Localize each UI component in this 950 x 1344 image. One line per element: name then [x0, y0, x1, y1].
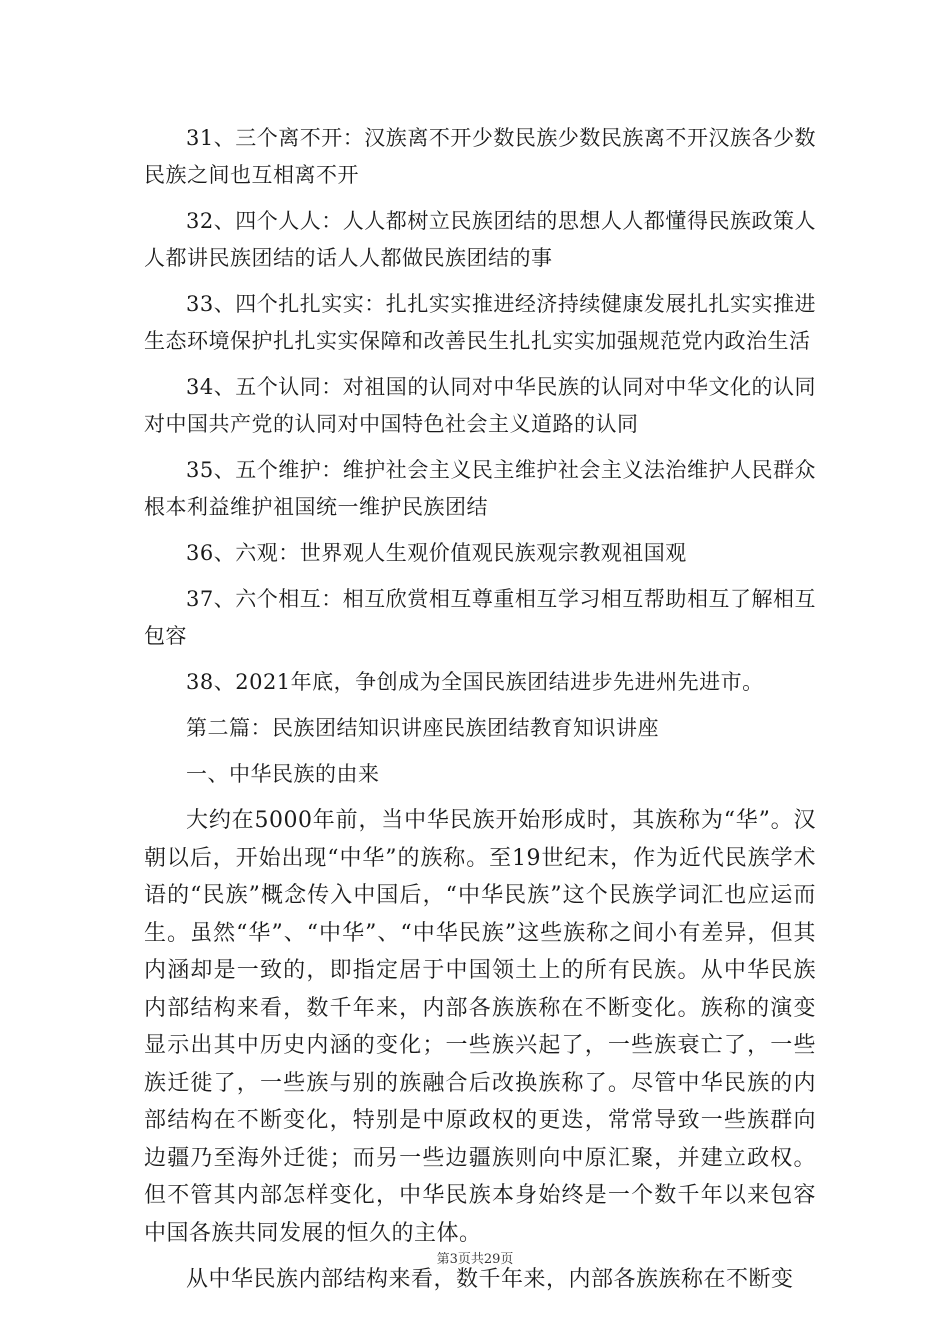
paragraph-item-32: 32、四个人人：人人都树立民族团结的思想人人都懂得民族政策人人都讲民族团结的话人人都做民族团结的事	[144, 209, 816, 270]
paragraph-item-37: 37、六个相互：相互欣赏相互尊重相互学习相互帮助相互了解相互包容	[144, 587, 816, 648]
section-heading: 一、中华民族的由来	[186, 762, 380, 786]
footer-middle: 页共	[457, 1252, 484, 1267]
footer-suffix: 页	[500, 1252, 514, 1267]
paragraph-item-35: 35、五个维护：维护社会主义民主维护社会主义法治维护人民群众根本利益维护祖国统一维护民族团结	[144, 458, 816, 519]
body-paragraph: 大约在5000年前，当中华民族开始形成时，其族称为“华”。汉朝以后，开始出现“中华”的族称。至19世纪末，作为近代民族学术语的“民族”概念传入中国后，“中华民族”这个民族学词汇也应运而生。虽然“华”、“中华”、“中华民族”这些族称之间小有差异，但其内涵却是一致的，即指定居于中国领土上的所有民族。从中华民族内部结构来看，数千年来，内部各族族称在不断变化。族称的演变显示出其中历史内涵的变化；一些族兴起了，一些族衰亡了，一些族迁徙了，一些族与别的族融合后改换族称了。尽管中华民族的内部结构在不断变化，特别是中原政权的更迭，常常导致一些族群向边疆乃至海外迁徙；而另一些边疆族则向中原汇聚，并建立政权。但不管其内部怎样变化，中华民族本身始终是一个数千年以来包容中国各族共同发展的恒久的主体。	[144, 808, 817, 1246]
body-paragraph-continued: 从中华民族内部结构来看，数千年来，内部各族族称在不断变	[186, 1267, 794, 1292]
document-content	[144, 120, 816, 1308]
footer-total-pages: 29	[483, 1252, 501, 1267]
page-footer	[0, 1248, 950, 1267]
section-title: 第二篇：民族团结知识讲座民族团结教育知识讲座	[186, 716, 659, 740]
paragraph-item-33: 33、四个扎扎实实：扎扎实实推进经济持续健康发展扎扎实实推进生态环境保护扎扎实实保障和改善民生扎扎实实加强规范党内政治生活	[144, 292, 816, 353]
paragraph-item-34: 34、五个认同：对祖国的认同对中华民族的认同对中华文化的认同对中国共产党的认同对中国特色社会主义道路的认同	[144, 375, 816, 436]
paragraph-item-31: 31、三个离不开：汉族离不开少数民族少数民族离不开汉族各少数民族之间也互相离不开	[144, 126, 816, 187]
footer-current-page: 3	[449, 1252, 458, 1267]
paragraph-item-38: 38、2021年底，争创成为全国民族团结进步先进州先进市。	[186, 670, 764, 694]
paragraph-item-36: 36、六观：世界观人生观价值观民族观宗教观祖国观	[186, 541, 687, 565]
footer-prefix: 第	[436, 1252, 450, 1267]
